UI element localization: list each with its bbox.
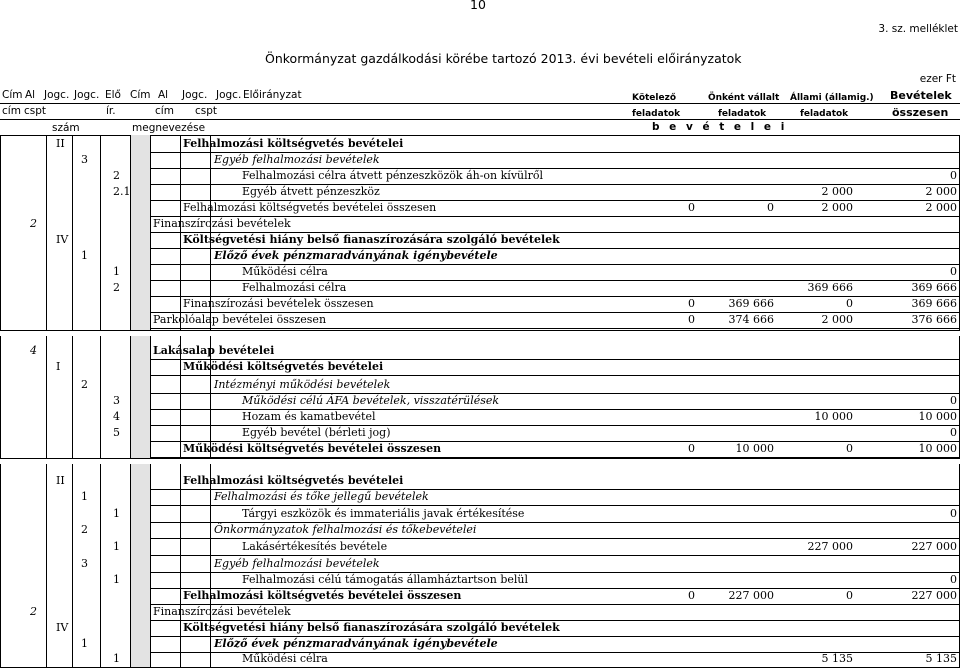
row-label: Finanszírozási bevételek: [153, 217, 291, 230]
header-osszesen: összesen: [892, 106, 949, 119]
column-rule: [0, 135, 1, 330]
header-code-4: Elő: [105, 89, 121, 101]
row-value-v4: 0: [950, 426, 957, 439]
header-code-6: Al: [158, 89, 169, 101]
row-code-c: 1: [81, 490, 88, 503]
header-code-3: Jogc.: [74, 89, 100, 101]
row-label: Költségvetési hiány belső fianaszírozására szolgáló bevételek: [183, 233, 560, 246]
column-rule: [100, 336, 101, 458]
row-label: Működési költségvetés bevételei összesen: [183, 442, 442, 455]
row-value-v3: 369 666: [807, 281, 853, 294]
header-code-8: Jogc.: [216, 89, 242, 101]
row-value-v4: 0: [950, 394, 957, 407]
shaded-column: [130, 336, 150, 458]
column-rule: [72, 336, 73, 458]
row-value-v2: 374 666: [728, 313, 774, 326]
row-code-d: 2: [113, 281, 120, 294]
row-label: Egyéb felhalmozási bevételek: [214, 557, 380, 570]
row-label: Költségvetési hiány belső fianaszírozására szolgáló bevételek: [183, 621, 560, 634]
row-code-d: 3: [113, 394, 120, 407]
row-label: Felhalmozási költségvetés bevételei összesen: [183, 589, 462, 602]
column-rule: [100, 464, 101, 667]
shaded-column: [130, 464, 150, 667]
row-code-d: 1: [113, 573, 120, 586]
row-label: Felhalmozási költségvetés bevételei: [183, 137, 404, 150]
row-label: Intézményi működési bevételek: [214, 378, 391, 391]
row-label: Hozam és kamatbevétel: [242, 410, 376, 423]
column-rule: [130, 464, 131, 667]
row-value-v4: 227 000: [911, 540, 957, 553]
header-onkent-sub: feladatok: [718, 109, 767, 119]
header-cspt: cspt: [24, 105, 47, 117]
row-label: Felhalmozási célra átvett pénzeszközök áh-on kívülről: [242, 169, 544, 182]
header-code-7: Jogc.: [182, 89, 208, 101]
row-code-a: 4: [30, 344, 37, 357]
row-value-v2: 10 000: [735, 442, 774, 455]
row-code-d: 2: [113, 169, 120, 182]
row-code-d: 2.1: [113, 185, 131, 198]
header-code-1: Al: [25, 89, 36, 101]
row-value-v1: 0: [688, 589, 695, 602]
row-code-b: II: [56, 474, 65, 487]
row-label: Működési célra: [242, 265, 328, 278]
column-rule: [72, 135, 73, 330]
page-title: Önkormányzat gazdálkodási körébe tartozó 2013. évi bevételi előirányzatok: [265, 51, 742, 66]
header-code-9: Előirányzat: [243, 89, 302, 101]
row-code-c: 2: [81, 378, 88, 391]
row-code-c: 1: [81, 249, 88, 262]
row-value-v4: 369 666: [911, 281, 957, 294]
header-code-2: Jogc.: [44, 89, 70, 101]
row-value-v3: 2 000: [821, 313, 853, 326]
row-rule: [150, 328, 960, 329]
row-label: Felhalmozási és tőke jellegű bevételek: [214, 490, 429, 503]
row-code-d: 1: [113, 652, 120, 665]
row-code-d: 1: [113, 507, 120, 520]
header-onkent: Önként vállalt: [708, 93, 780, 103]
row-code-d: 4: [113, 410, 120, 423]
row-rule: [0, 458, 960, 459]
column-rule: [0, 464, 1, 667]
row-label: Lakásértékesítés bevétele: [242, 540, 388, 553]
header-megnevezese: megnevezése: [132, 122, 206, 134]
row-rule: [150, 375, 960, 376]
column-rule: [46, 135, 47, 330]
column-rule: [46, 336, 47, 458]
row-value-v2: 0: [767, 201, 774, 214]
header-kotelezo: Kötelező: [632, 93, 677, 103]
row-label: Egyéb átvett pénzeszköz: [242, 185, 380, 198]
row-label: Előző évek pénzmaradványának igénybevétele: [214, 637, 498, 650]
row-value-v3: 0: [846, 297, 853, 310]
row-value-v3: 227 000: [807, 540, 853, 553]
row-code-d: 1: [113, 265, 120, 278]
row-rule: [0, 330, 960, 331]
row-code-d: 5: [113, 426, 120, 439]
row-label: Finanszírozási bevételek összesen: [183, 297, 374, 310]
page-number: 10: [470, 0, 486, 12]
column-rule: [0, 336, 1, 458]
row-code-c: 2: [81, 523, 88, 536]
column-rule: [72, 464, 73, 667]
row-code-b: II: [56, 137, 65, 150]
row-rule: [150, 555, 960, 556]
header-code-0: Cím: [2, 89, 23, 101]
row-label: Előző évek pénzmaradványának igénybevétele: [214, 249, 498, 262]
row-value-v4: 10 000: [918, 410, 957, 423]
header-kotelezo-sub: feladatok: [632, 109, 681, 119]
row-label: Finanszírozási bevételek: [153, 605, 291, 618]
row-value-v3: 10 000: [814, 410, 853, 423]
row-label: Felhalmozási költségvetés bevételei összesen: [183, 201, 437, 214]
row-code-b: I: [56, 360, 61, 373]
row-label: Egyéb felhalmozási bevételek: [214, 153, 380, 166]
annex-label: 3. sz. melléklet: [878, 23, 958, 35]
row-code-c: 1: [81, 637, 88, 650]
header-bevetelek: Bevételek: [890, 89, 952, 102]
row-code-a: 2: [30, 217, 37, 230]
row-value-v4: 0: [950, 507, 957, 520]
row-value-v1: 0: [688, 313, 695, 326]
row-label: Parkolóalap bevételei összesen: [153, 313, 327, 326]
row-value-v3: 5 135: [821, 652, 853, 665]
row-code-c: 3: [81, 557, 88, 570]
row-value-v4: 5 135: [925, 652, 957, 665]
row-value-v4: 2 000: [925, 185, 957, 198]
row-code-d: 1: [113, 540, 120, 553]
row-label: Önkormányzatok felhalmozási és tőkebevételei: [214, 523, 477, 536]
row-value-v3: 0: [846, 589, 853, 602]
header-cspt2: cspt: [195, 105, 218, 117]
row-value-v3: 0: [846, 442, 853, 455]
header-code-5: Cím: [130, 89, 151, 101]
row-code-b: IV: [56, 233, 69, 246]
row-value-v2: 227 000: [728, 589, 774, 602]
row-label: Tárgyi eszközök és immateriális javak értékesítése: [242, 507, 525, 520]
column-rule: [150, 336, 151, 458]
column-rule: [100, 135, 101, 330]
row-label: Lakásalap bevételei: [153, 344, 275, 357]
row-value-v4: 0: [950, 265, 957, 278]
column-rule: [130, 336, 131, 458]
row-value-v1: 0: [688, 297, 695, 310]
column-rule: [46, 464, 47, 667]
row-rule: [0, 103, 960, 104]
row-value-v4: 369 666: [911, 297, 957, 310]
row-value-v4: 227 000: [911, 589, 957, 602]
row-rule: [150, 505, 960, 506]
header-cim2: cím: [2, 105, 21, 117]
row-rule: [150, 457, 960, 458]
header-ir: ír.: [106, 105, 116, 117]
row-value-v4: 2 000: [925, 201, 957, 214]
row-value-v4: 0: [950, 573, 957, 586]
row-code-c: 3: [81, 153, 88, 166]
shaded-column: [130, 135, 150, 330]
header-allami-sub: feladatok: [800, 109, 849, 119]
row-value-v3: 2 000: [821, 185, 853, 198]
row-value-v1: 0: [688, 201, 695, 214]
row-label: Felhalmozási költségvetés bevételei: [183, 474, 404, 487]
row-label: Működési célú ÁFA bevételek, visszatérülések: [242, 394, 500, 407]
row-label: Felhalmozási célra: [242, 281, 347, 294]
row-code-a: 2: [30, 605, 37, 618]
header-bevetelei: b e v é t e l e i: [652, 121, 785, 133]
row-value-v4: 376 666: [911, 313, 957, 326]
row-rule: [0, 119, 960, 120]
row-label: Egyéb bevétel (bérleti jog): [242, 426, 391, 439]
header-cim3: cím: [155, 105, 174, 117]
row-value-v1: 0: [688, 442, 695, 455]
header-allami: Állami (államig.): [790, 93, 874, 103]
header-szam: szám: [52, 122, 80, 134]
row-rule: [150, 538, 960, 539]
row-value-v2: 369 666: [728, 297, 774, 310]
row-value-v4: 0: [950, 169, 957, 182]
row-label: Működési költségvetés bevételei: [183, 360, 384, 373]
unit-label: ezer Ft: [919, 73, 956, 85]
row-value-v3: 2 000: [821, 201, 853, 214]
row-code-b: IV: [56, 621, 69, 634]
column-rule: [130, 135, 131, 330]
row-label: Működési célra: [242, 652, 328, 665]
row-label: Felhalmozási célú támogatás államháztartson belül: [242, 573, 529, 586]
row-value-v4: 10 000: [918, 442, 957, 455]
